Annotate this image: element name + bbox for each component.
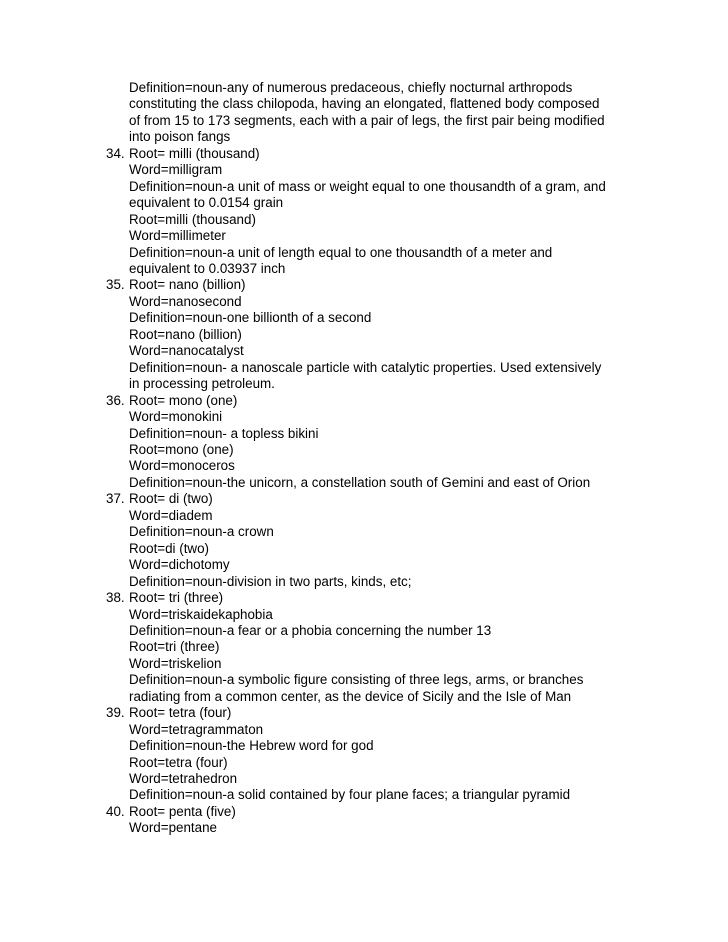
list-item-heading bbox=[98, 277, 718, 293]
list-item-line bbox=[98, 623, 718, 639]
line-text: Definition=noun- a nanoscale particle with catalytic properties. Used extensively bbox=[129, 359, 602, 375]
line-text: Word=diadem bbox=[129, 507, 213, 523]
line-text: Root=di (two) bbox=[129, 540, 210, 556]
list-item-line bbox=[98, 639, 718, 655]
list-item-line bbox=[98, 738, 718, 754]
list-item-line bbox=[98, 574, 718, 590]
line-text: Root= penta (five) bbox=[129, 803, 236, 819]
line-text: Definition=noun-one billionth of a second bbox=[129, 310, 372, 326]
list-number: 37. bbox=[106, 491, 125, 507]
list-item-line bbox=[98, 442, 718, 458]
list-item-line bbox=[98, 475, 718, 491]
list-item-line bbox=[98, 310, 718, 326]
list-item-line bbox=[98, 179, 718, 195]
list-item-line bbox=[98, 129, 718, 145]
line-text: Word=monoceros bbox=[129, 458, 235, 474]
line-text: Root= tri (three) bbox=[129, 590, 224, 606]
line-text: Word=tetragrammaton bbox=[129, 721, 264, 737]
line-text: Definition=noun-a crown bbox=[129, 524, 274, 540]
line-text: Definition=noun-a unit of mass or weight equal to one thousandth of a gram, and bbox=[129, 178, 606, 194]
line-text: Definition=noun-any of numerous predaceous, chiefly nocturnal arthropods bbox=[129, 80, 573, 95]
list-item-heading bbox=[98, 146, 718, 162]
list-item-line bbox=[98, 656, 718, 672]
list-item-line bbox=[98, 113, 718, 129]
line-text: Word=nanosecond bbox=[129, 293, 242, 309]
line-text: Definition=noun-division in two parts, kinds, etc; bbox=[129, 573, 412, 589]
list-item-line bbox=[98, 755, 718, 771]
line-text: Root= mono (one) bbox=[129, 392, 238, 408]
line-text: Word=millimeter bbox=[129, 228, 226, 244]
list-item-line bbox=[98, 360, 718, 376]
line-text: Word=nanocatalyst bbox=[129, 343, 244, 359]
list-item-heading bbox=[98, 705, 718, 721]
line-text: Root= nano (billion) bbox=[129, 277, 246, 293]
line-text: equivalent to 0.03937 inch bbox=[129, 260, 286, 276]
line-text: Word=dichotomy bbox=[129, 557, 230, 573]
list-number: 34. bbox=[106, 145, 125, 161]
line-text: Root=milli (thousand) bbox=[129, 211, 256, 227]
list-item-line bbox=[98, 327, 718, 343]
list-item-line bbox=[98, 722, 718, 738]
line-text: Word=triskelion bbox=[129, 655, 222, 671]
list-number: 38. bbox=[106, 590, 125, 606]
line-text: Root= di (two) bbox=[129, 491, 213, 507]
line-text: Root=tetra (four) bbox=[129, 754, 228, 770]
list-number: 36. bbox=[106, 392, 125, 408]
list-item-line bbox=[98, 426, 718, 442]
line-text: Root= milli (thousand) bbox=[129, 145, 260, 161]
line-text: Definition=noun-a unit of length equal to one thousandth of a meter and bbox=[129, 244, 553, 260]
list-item-heading bbox=[98, 590, 718, 606]
list-item-line bbox=[98, 376, 718, 392]
list-item-line bbox=[98, 458, 718, 474]
list-number: 40. bbox=[106, 803, 125, 819]
list-item-line bbox=[98, 672, 718, 688]
list-item-line bbox=[98, 261, 718, 277]
list-item-heading bbox=[98, 804, 718, 820]
list-item-line bbox=[98, 409, 718, 425]
line-text: of from 15 to 173 segments, each with a pair of legs, the first pair being modified bbox=[129, 112, 605, 128]
list-item-line bbox=[98, 689, 718, 705]
line-text: Definition=noun-a symbolic figure consisting of three legs, arms, or branches bbox=[129, 672, 584, 688]
list-item-heading bbox=[98, 491, 718, 507]
line-text: Word=tetrahedron bbox=[129, 771, 238, 787]
line-text: in processing petroleum. bbox=[129, 376, 275, 392]
list-item-line bbox=[98, 96, 718, 112]
line-text: Word=pentane bbox=[129, 820, 217, 836]
list-item-line bbox=[98, 80, 718, 96]
list-item-line bbox=[98, 607, 718, 623]
list-item-line bbox=[98, 557, 718, 573]
line-text: constituting the class chilopoda, having an elongated, flattened body composed bbox=[129, 96, 600, 112]
list-item-line bbox=[98, 162, 718, 178]
line-text: Word=milligram bbox=[129, 162, 223, 178]
list-item-line bbox=[98, 787, 718, 803]
list-item-line bbox=[98, 541, 718, 557]
line-text: Word=monokini bbox=[129, 409, 223, 425]
line-text: equivalent to 0.0154 grain bbox=[129, 195, 284, 211]
list-number: 35. bbox=[106, 277, 125, 293]
line-text: radiating from a common center, as the device of Sicily and the Isle of Man bbox=[129, 688, 572, 704]
list-item-line bbox=[98, 820, 718, 836]
list-item-line bbox=[98, 228, 718, 244]
list-item-heading bbox=[98, 393, 718, 409]
list-item-line bbox=[98, 195, 718, 211]
line-text: Root= tetra (four) bbox=[129, 705, 232, 721]
line-text: into poison fangs bbox=[129, 129, 231, 145]
line-text: Root=nano (billion) bbox=[129, 326, 242, 342]
line-text: Root=mono (one) bbox=[129, 441, 234, 457]
list-item-line bbox=[98, 508, 718, 524]
line-text: Definition=noun-a solid contained by four plane faces; a triangular pyramid bbox=[129, 787, 571, 803]
word-root-list bbox=[98, 80, 718, 837]
list-item-line bbox=[98, 524, 718, 540]
line-text: Word=triskaidekaphobia bbox=[129, 606, 273, 622]
list-item-line bbox=[98, 343, 718, 359]
list-number: 39. bbox=[106, 705, 125, 721]
line-text: Definition=noun-the Hebrew word for god bbox=[129, 738, 374, 754]
line-text: Definition=noun-the unicorn, a constellation south of Gemini and east of Orion bbox=[129, 474, 591, 490]
list-item-line bbox=[98, 294, 718, 310]
list-item-line bbox=[98, 771, 718, 787]
list-item-line bbox=[98, 245, 718, 261]
line-text: Definition=noun- a topless bikini bbox=[129, 425, 319, 441]
line-text: Root=tri (three) bbox=[129, 639, 220, 655]
line-text: Definition=noun-a fear or a phobia concerning the number 13 bbox=[129, 622, 492, 638]
list-item-line bbox=[98, 212, 718, 228]
